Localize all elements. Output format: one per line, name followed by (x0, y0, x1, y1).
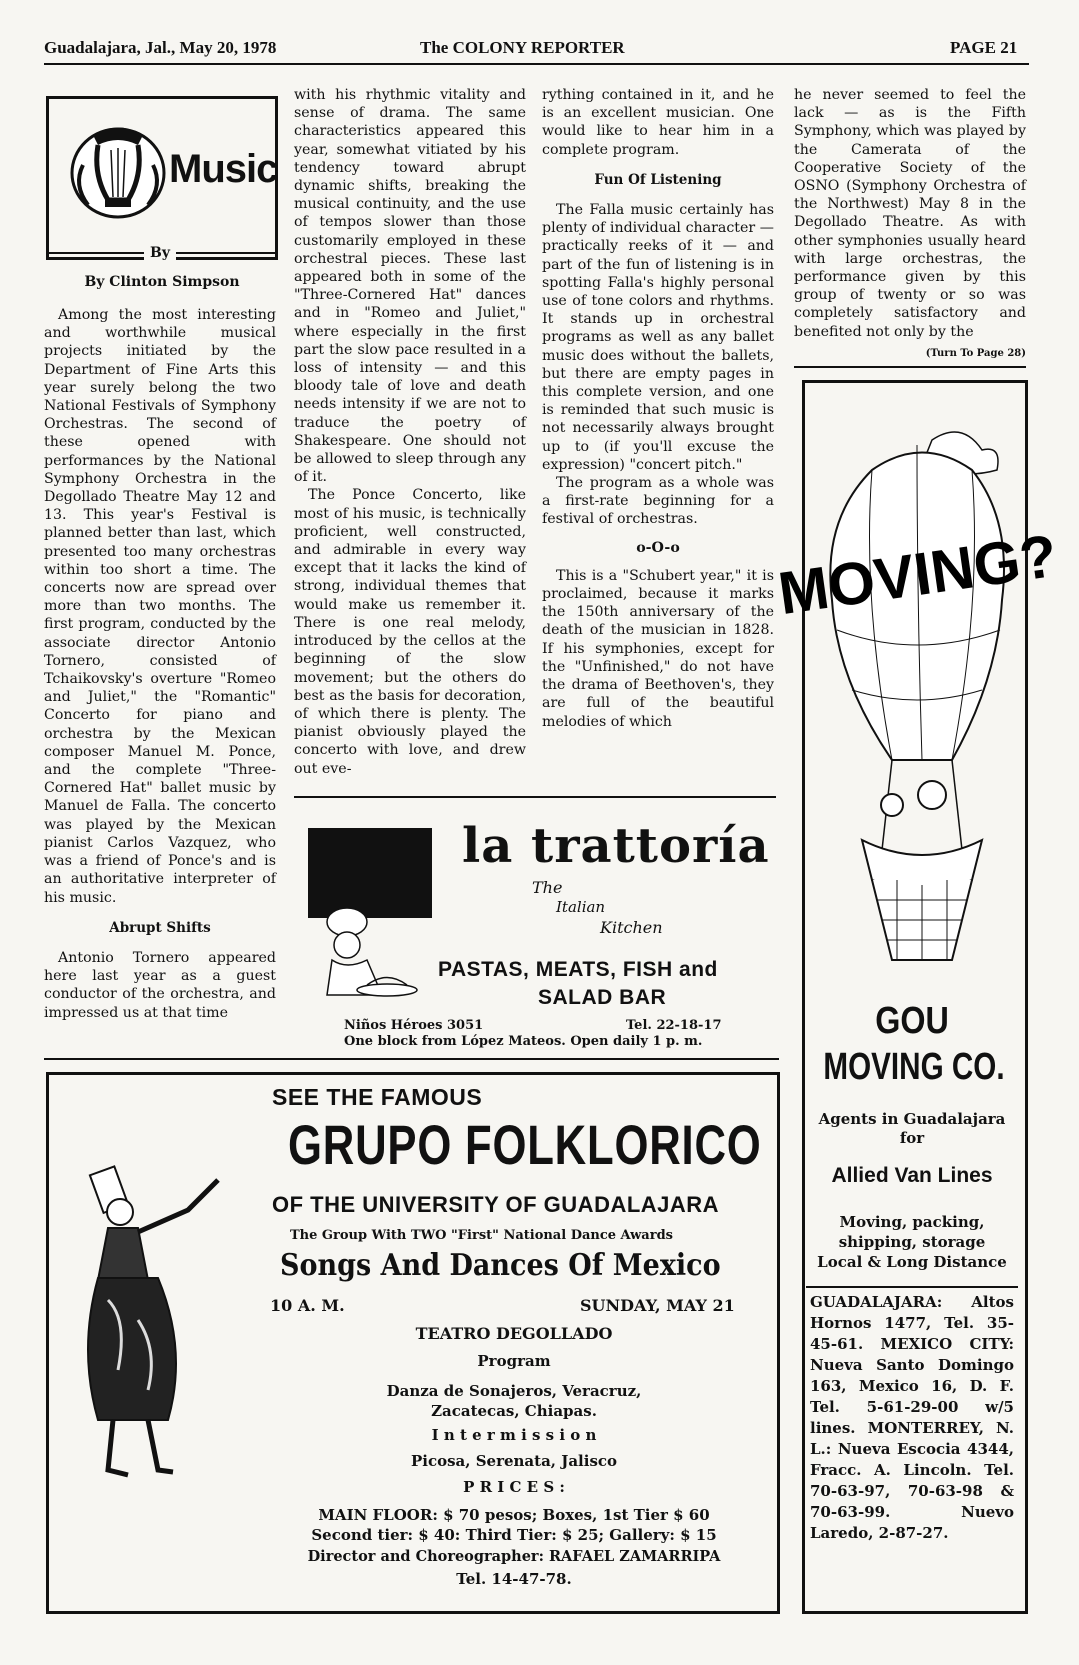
program-item: Picosa, Serenata, Jalisco (410, 1452, 618, 1470)
intermission: I n t e r m i s s i o n (431, 1426, 597, 1444)
trattoria-name: la trattoría (462, 818, 770, 874)
show-time: 10 A. M. (270, 1296, 345, 1315)
folklorico-tel: Tel. 14-47-78. (456, 1570, 572, 1588)
article-column-3 (542, 86, 774, 731)
price-line: MAIN FLOOR: $ 70 pesos; Boxes, 1st Tier $ 60 (318, 1506, 710, 1524)
prices-label: P R I C E S : (463, 1478, 565, 1496)
trattoria-the: The (532, 878, 563, 897)
paper-name: The COLONY REPORTER (420, 38, 625, 57)
director-line: Director and Choreographer: RAFAEL ZAMARRIPA (307, 1548, 721, 1565)
column-title: Music (169, 147, 278, 191)
header-rule (44, 63, 1029, 65)
paragraph: Antonio Tornero appeared here last year as a guest conductor of the orchestra, and impressed us at that time (44, 949, 276, 1021)
venue: TEATRO DEGOLLADO (415, 1324, 613, 1343)
price-line: Second tier: $ 40: Third Tier: $ 25; Gallery: $ 15 (311, 1526, 717, 1544)
column-4-rule (794, 366, 1026, 368)
paragraph: The Falla music certainly has plenty of individual character — practically reeks of it — and part of the fun of listening is in spotting Falla's highly personal use of tone colors and rhythms. It stands up in orchestral programs as well as any ballet music does without the ballets, but there are empty pages in this complete version, and one is reminded that such music is not necessarily always brought up to (if you'll excuse the expression) "concert pitch." (542, 202, 774, 473)
ad-top-rule (294, 796, 776, 798)
contacts-block: GUADALAJARA: Altos Hornos 1477, Tel. 35-45-61. MEXICO CITY: Nueva Santo Domingo 163, Mexico 16, D. F. Tel. 5-61-29-00 w/5 lines. MONTERREY, N. L.: Nueva Escocia 4344, Fracc. A. Lincoln. Tel. 70-63-97, 70-63-98 & 70-63-99. Nuevo Laredo, 2-87-27. (810, 1293, 1014, 1542)
dateline: Guadalajara, Jal., May 20, 1978 (44, 38, 277, 57)
article-column-4 (794, 86, 1026, 363)
paragraph: rything contained in it, and he is an excellent musician. One would like to hear him in a complete program. (542, 87, 774, 158)
university-line: OF THE UNIVERSITY OF GUADALAJARA (272, 1192, 720, 1217)
paragraph: Among the most interesting and worthwhile musical projects initiated by the Department of Fine Arts this year surely belong the two National Festivals of Symphony Orchestras. The second of these opened with performances by the National Symphony Orchestra in the Degollado Theatre May 12 and 13. This year's Festival is planned better than last, which presented too many orchestras within too short a time. The concerts now are spread over more than two months. The first program, conducted by the associate director Antonio Tornero, consisted of Tchaikovsky's overture "Romeo and Juliet," the "Romantic" Concerto for piano and orchestra by the Mexican composer Manuel M. Ponce, and the complete "Three-Cornered Hat" ballet music by Manuel de Falla. The concerto was played by the Mexican pianist Carlos Vazquez, who was a friend of Ponce's and is an authoritative interpreter of his music. (44, 307, 276, 906)
by-label: By (144, 245, 176, 261)
agents-line: Agents in Guadalajara for (818, 1110, 1006, 1147)
page-number: PAGE 21 (950, 38, 1018, 57)
trattoria-line2: SALAD BAR (538, 986, 667, 1009)
program-label: Program (477, 1352, 551, 1370)
article-column-1 (44, 306, 276, 1022)
paragraph: he never seemed to feel the lack — as is the Fifth Symphony, which was played by the Camerata of the Cooperative Society of the OSNO (Symphony Orchestra of the Northwest) May 8 in the Degollado Theatre. As with other symphonies usually heard with large orchestras, the performance given by this group of twenty or so was completely satisfactory and benefited not only by the (794, 87, 1026, 340)
company-name-1: GOU (875, 1000, 949, 1042)
allied-van-lines: Allied Van Lines (831, 1164, 993, 1187)
folklorico-title: GRUPO FOLKLORICO (288, 1113, 762, 1176)
turn-to-page: (Turn To Page 28) (925, 347, 1026, 359)
company-name-2: MOVING CO. (823, 1046, 1005, 1088)
music-logo-box (46, 96, 278, 260)
trattoria-line1: PASTAS, MEATS, FISH and (438, 958, 718, 981)
paragraph: The Ponce Concerto, like most of his music, is technically proficient, well constructed, and admirable in every way except that it lacks the kind of strong, individual themes that would make us remember it. There is one real melody, introduced by the cellos at the beginning of the slow movement; but the others do best as the basis for decoration, of which there is plenty. The pianist obviously played the concerto with love, and drew out eve- (294, 487, 526, 777)
program-item: Zacatecas, Chiapas. (431, 1402, 597, 1420)
paragraph: with his rhythmic vitality and sense of drama. The same characteristics appeared this year, somewhat vitiated by his tendency toward abrupt dynamic shifts, breaking the musical continuity, and the use of tempos slower than those customarily employed in these orchestral pieces. These last appeared both in some of the "Three-Cornered Hat" dances and in "Romeo and Juliet," where especially in the first part the slow pace resulted in a loss of intensity — and this bloody tale of love and death needs intensity if we are not to traduce the poetry of Shakespeare. One should not be allowed to sleep through any of it. (294, 87, 526, 486)
see-the-famous: SEE THE FAMOUS (272, 1084, 483, 1110)
separator: o-O-o (636, 539, 680, 556)
balloon-text: MOVING? (774, 521, 1061, 628)
paragraph: This is a "Schubert year," it is proclaimed, because it marks the 150th anniversary of the death of the musician in 1828. If his symphonies, except for the "Unfinished," do not have the drama of Beethoven's, they are full of the beautiful melodies of which (542, 567, 774, 730)
trattoria-address: Niños Héroes 3051 (344, 1018, 484, 1033)
byline: By Clinton Simpson (84, 274, 240, 290)
services-line: Moving, packing, shipping, storage Local & Long Distance (817, 1213, 1007, 1271)
program-item: Danza de Sonajeros, Veracruz, (386, 1382, 642, 1400)
moving-divider (806, 1286, 1018, 1288)
awards-line: The Group With TWO "First" National Dance Awards (290, 1228, 673, 1243)
subhead-fun-of-listening: Fun Of Listening (594, 171, 722, 188)
subhead-abrupt-shifts: Abrupt Shifts (109, 919, 211, 936)
trattoria-tel: Tel. 22-18-17 (626, 1018, 722, 1033)
trattoria-kitchen: Kitchen (600, 918, 663, 937)
songs-dances: Songs And Dances Of Mexico (280, 1248, 721, 1283)
dancer-icon (78, 1170, 238, 1490)
trattoria-note: One block from López Mateos. Open daily 1 p. m. (344, 1034, 703, 1049)
ad-bottom-rule (44, 1058, 779, 1060)
article-column-2 (294, 86, 526, 778)
paragraph: The program as a whole was a first-rate beginning for a festival of orchestras. (542, 475, 774, 528)
show-date: SUNDAY, MAY 21 (580, 1296, 735, 1315)
lyre-icon (63, 115, 173, 225)
trattoria-italian: Italian (556, 898, 606, 916)
chef-icon (312, 900, 422, 1020)
hot-air-balloon-icon (774, 400, 1061, 990)
